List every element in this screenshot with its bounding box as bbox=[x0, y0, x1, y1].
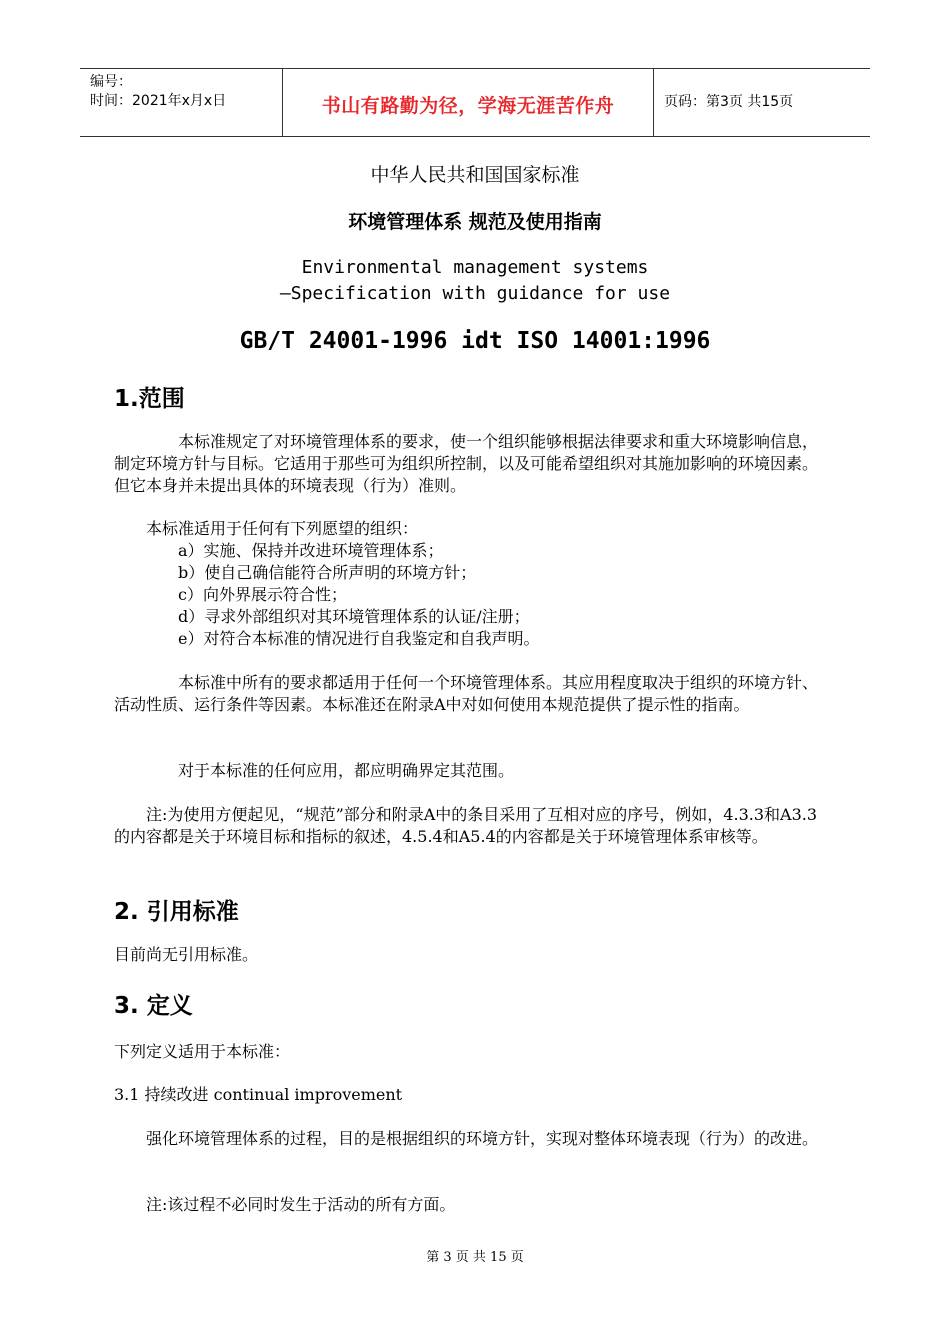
national-standard-label: 中华人民共和国国家标准 bbox=[370, 164, 580, 186]
section-1-list bbox=[178, 540, 539, 650]
number-label: 编号： bbox=[90, 74, 132, 90]
motto-text: 书山有路勤为径，学海无涯苦作舟 bbox=[321, 95, 615, 117]
section-1-note: 注:为使用方便起见，“规范”部分和附录A中的条目采用了互相对应的序号，例如，4.3.3和A3.3的内容都是关于环境目标和指标的叙述，4.5.4和A5.4的内容都是关于环境管理体系审核等。 bbox=[114, 805, 818, 846]
time-label: 时间：2021年x月x日 bbox=[90, 93, 227, 109]
english-title-line-2: —Specification with guidance for use bbox=[279, 283, 671, 304]
definition-3-1-text: 强化环境管理体系的过程，目的是根据组织的环境方针，实现对整体环境表现（行为）的改进。 bbox=[146, 1129, 819, 1148]
section-1-paragraph-1: 本标准规定了对环境管理体系的要求，使一个组织能够根据法律要求和重大环境影响信息，制定环境方针与目标。它适用于那些可为组织所控制，以及可能希望组织对其施加影响的环境因素。但它本身并未提出具体的环境表现（行为）准则。 bbox=[114, 432, 819, 495]
list-item: a）实施、保持并改进环境管理体系； bbox=[178, 541, 444, 560]
list-item: b）使自己确信能符合所声明的环境方针； bbox=[178, 563, 477, 582]
section-1-paragraph-3: 本标准中所有的要求都适用于任何一个环境管理体系。其应用程度取决于组织的环境方针、活动性质、运行条件等因素。本标准还在附录A中对如何使用本规范提供了提示性的指南。 bbox=[114, 673, 819, 714]
definition-3-1-term: 3.1 持续改进 continual improvement bbox=[114, 1085, 403, 1104]
list-item: c）向外界展示符合性； bbox=[178, 585, 347, 604]
header-motto-cell bbox=[282, 69, 654, 136]
section-1-paragraph-2: 本标准适用于任何有下列愿望的组织： bbox=[146, 519, 419, 538]
page-footer: 第 3 页 共 15 页 bbox=[426, 1250, 524, 1265]
section-2-heading: 2. 引用标准 bbox=[114, 899, 239, 925]
english-title-line-1: Environmental management systems bbox=[301, 257, 649, 278]
header-meta-cell bbox=[80, 69, 282, 136]
header-page-info: 页码：第3页 共15页 bbox=[664, 94, 794, 110]
standard-code: GB/T 24001-1996 idt ISO 14001:1996 bbox=[239, 328, 711, 354]
header-table bbox=[80, 68, 870, 137]
header-page-cell bbox=[654, 69, 870, 136]
section-3-paragraph: 下列定义适用于本标准： bbox=[114, 1042, 291, 1061]
section-1-paragraph-4: 对于本标准的任何应用，都应明确界定其范围。 bbox=[178, 761, 515, 780]
list-item: d）寻求外部组织对其环境管理体系的认证/注册； bbox=[178, 607, 530, 626]
document-title: 环境管理体系 规范及使用指南 bbox=[348, 211, 602, 233]
section-1-heading: 1.范围 bbox=[114, 386, 185, 412]
list-item: e）对符合本标准的情况进行自我鉴定和自我声明。 bbox=[178, 629, 540, 648]
section-3-heading: 3. 定义 bbox=[114, 993, 193, 1019]
definition-3-1-note: 注:该过程不必同时发生于活动的所有方面。 bbox=[146, 1195, 456, 1214]
section-2-paragraph: 目前尚无引用标准。 bbox=[114, 945, 259, 964]
